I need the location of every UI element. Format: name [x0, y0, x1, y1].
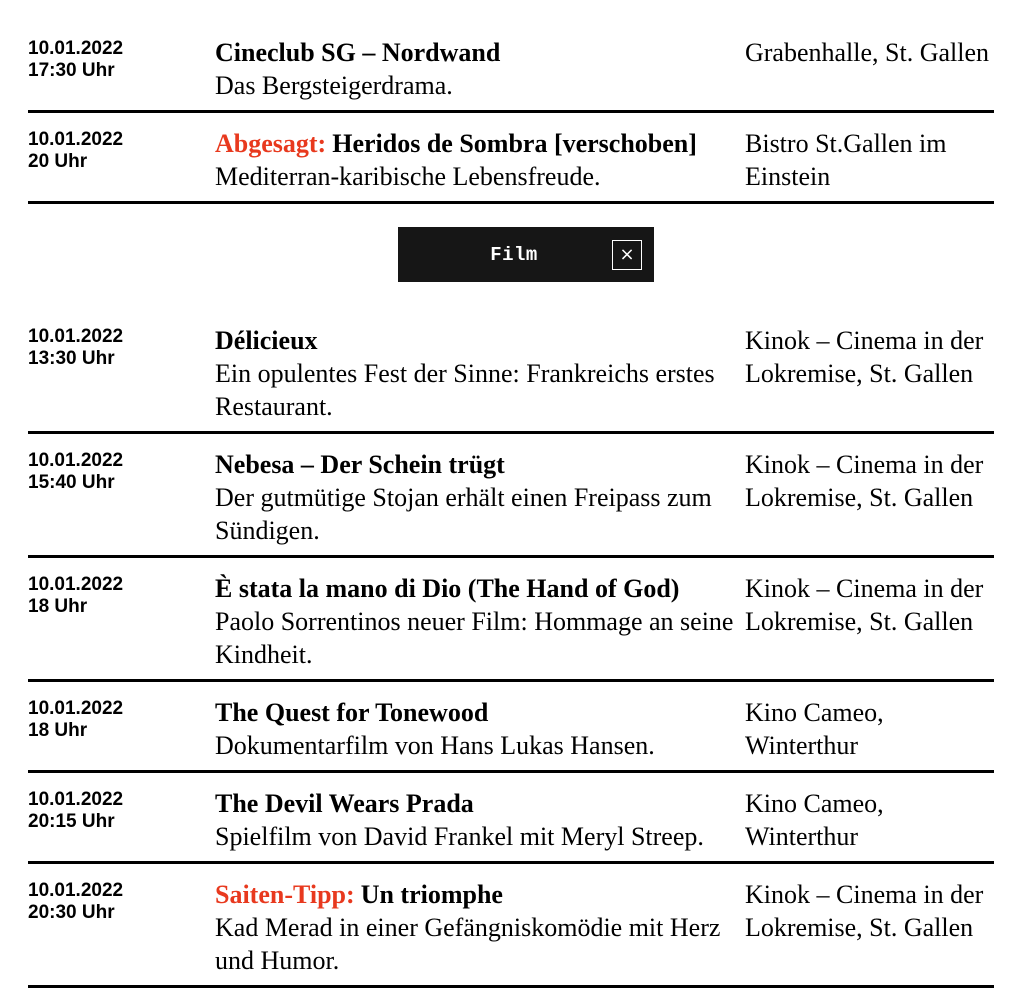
event-row[interactable] — [28, 113, 994, 204]
event-datetime — [28, 787, 215, 853]
event-time: 20:30 Uhr — [28, 902, 115, 923]
event-description: Kad Merad in einer Gefängniskomödie mit Herz und Humor. — [215, 913, 721, 975]
event-description: Mediterran-karibische Lebensfreude. — [215, 162, 601, 191]
event-row[interactable] — [28, 864, 994, 988]
event-title[interactable]: Un triomphe — [360, 880, 503, 909]
event-time: 18 Uhr — [28, 720, 88, 741]
event-description: Das Bergsteigerdrama. — [215, 71, 453, 100]
filter-tag-film — [398, 227, 654, 282]
event-venue: Kino Cameo, Winterthur — [745, 789, 884, 851]
event-info — [215, 696, 745, 762]
event-flag: Saiten-Tipp: — [215, 880, 355, 909]
event-date: 10.01.2022 — [28, 450, 124, 471]
event-venue: Grabenhalle, St. Gallen — [745, 38, 990, 67]
event-title[interactable]: The Devil Wears Prada — [215, 789, 474, 818]
event-title[interactable]: Nebesa – Der Schein trügt — [215, 450, 505, 479]
event-info — [215, 787, 745, 853]
event-title-line — [215, 696, 745, 729]
event-datetime — [28, 324, 215, 423]
event-row[interactable] — [28, 22, 994, 113]
event-info — [215, 127, 745, 193]
event-description: Ein opulentes Fest der Sinne: Frankreichs erstes Restaurant. — [215, 359, 715, 421]
event-title[interactable]: Heridos de Sombra [verschoben] — [332, 129, 697, 158]
event-description: Dokumentarfilm von Hans Lukas Hansen. — [215, 731, 655, 760]
filter-label: Film — [490, 243, 538, 266]
event-info — [215, 448, 745, 547]
event-title[interactable]: Cineclub SG – Nordwand — [215, 38, 501, 67]
event-row[interactable] — [28, 558, 994, 682]
event-time: 20 Uhr — [28, 151, 88, 172]
event-venue: Kinok – Cinema in der Lokremise, St. Gallen — [745, 450, 984, 512]
event-time: 13:30 Uhr — [28, 348, 115, 369]
event-description: Paolo Sorrentinos neuer Film: Hommage an seine Kindheit. — [215, 607, 734, 669]
event-date: 10.01.2022 — [28, 574, 124, 595]
event-info — [215, 878, 745, 977]
event-time: 18 Uhr — [28, 596, 88, 617]
event-title[interactable]: The Quest for Tonewood — [215, 698, 489, 727]
event-title[interactable]: Délicieux — [215, 326, 318, 355]
event-list-top — [28, 22, 994, 204]
event-title-line — [215, 787, 745, 820]
event-date: 10.01.2022 — [28, 38, 124, 59]
event-venue: Bistro St.Gallen im Einstein — [745, 129, 947, 191]
event-row[interactable] — [28, 310, 994, 434]
event-datetime — [28, 696, 215, 762]
event-title-line — [215, 448, 745, 481]
event-date: 10.01.2022 — [28, 789, 124, 810]
event-title-line — [215, 36, 745, 69]
event-list-film — [28, 310, 994, 988]
event-description: Der gutmütige Stojan erhält einen Freipass zum Sündigen. — [215, 483, 712, 545]
event-datetime — [28, 572, 215, 671]
event-date: 10.01.2022 — [28, 326, 124, 347]
event-row[interactable] — [28, 682, 994, 773]
event-info — [215, 324, 745, 423]
event-venue: Kinok – Cinema in der Lokremise, St. Gallen — [745, 574, 984, 636]
event-title[interactable]: È stata la mano di Dio (The Hand of God) — [215, 574, 680, 603]
event-venue: Kinok – Cinema in der Lokremise, St. Gallen — [745, 880, 984, 942]
event-datetime — [28, 36, 215, 102]
event-date: 10.01.2022 — [28, 129, 124, 150]
event-date: 10.01.2022 — [28, 880, 124, 901]
event-row[interactable] — [28, 434, 994, 558]
event-title-line — [215, 127, 745, 160]
event-flag: Abgesagt: — [215, 129, 327, 158]
event-title-line — [215, 324, 745, 357]
event-datetime — [28, 878, 215, 977]
event-venue: Kinok – Cinema in der Lokremise, St. Gallen — [745, 326, 984, 388]
event-time: 15:40 Uhr — [28, 472, 115, 493]
event-description: Spielfilm von David Frankel mit Meryl Streep. — [215, 822, 704, 851]
event-datetime — [28, 448, 215, 547]
close-icon[interactable]: × — [612, 240, 642, 270]
event-time: 20:15 Uhr — [28, 811, 115, 832]
event-datetime — [28, 127, 215, 193]
event-date: 10.01.2022 — [28, 698, 124, 719]
event-info — [215, 36, 745, 102]
event-venue: Kino Cameo, Winterthur — [745, 698, 884, 760]
event-info — [215, 572, 745, 671]
event-title-line — [215, 572, 745, 605]
event-title-line — [215, 878, 745, 911]
event-time: 17:30 Uhr — [28, 60, 115, 81]
event-row[interactable] — [28, 773, 994, 864]
